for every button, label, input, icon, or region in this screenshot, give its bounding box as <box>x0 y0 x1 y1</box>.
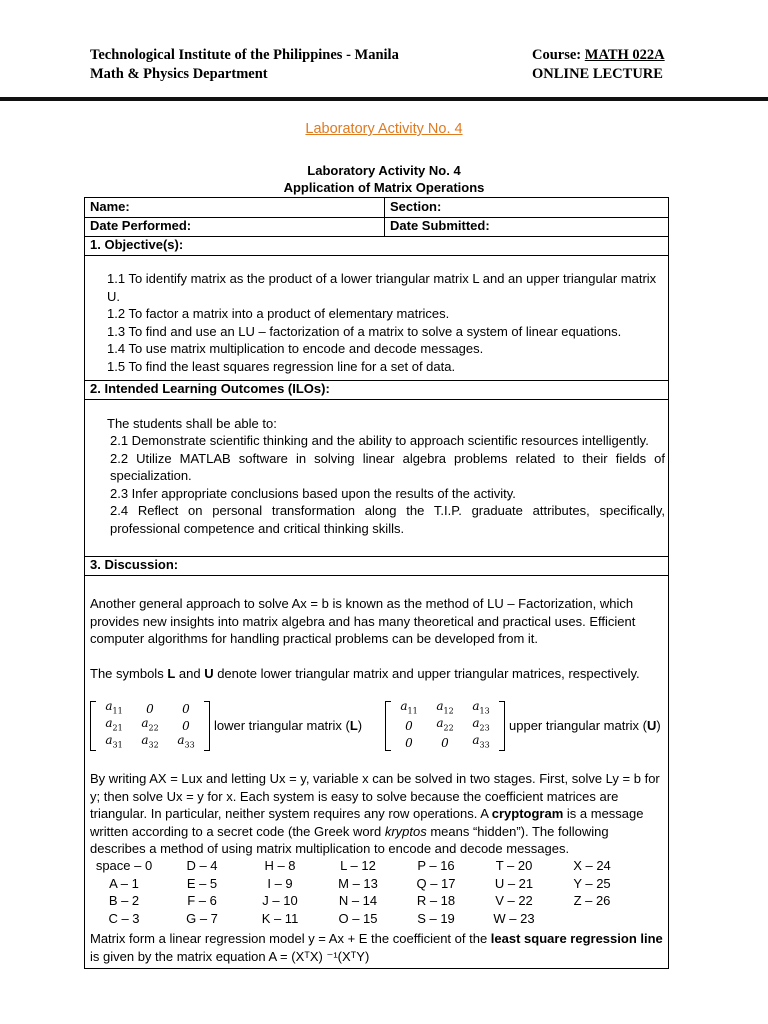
ilo-item: 2.1 Demonstrate scientific thinking and the ability to approach scientific resources intelligently. <box>110 433 649 448</box>
matrix-entry: 0 <box>405 718 413 733</box>
lower-triangular-matrix <box>90 700 210 752</box>
matrix-entry: 0 <box>405 735 413 750</box>
matrix-entry: 0 <box>146 701 154 716</box>
letter-code: O – 15 <box>338 910 378 926</box>
letter-code: Z – 26 <box>573 893 611 908</box>
ilo-item: 2.3 Infer appropriate conclusions based upon the results of the activity. <box>110 485 516 501</box>
letter-code: space – 0 <box>95 858 153 873</box>
ilo-item: 2.2 Utilize MATLAB software in solving linear algebra problems related to their fields of specialization. <box>110 450 665 483</box>
letter-code: U – 21 <box>494 875 534 891</box>
objective-item: 1.4 To use matrix multiplication to encode and decode messages. <box>107 341 484 356</box>
letter-code: R – 18 <box>416 893 456 908</box>
matrix-entry: $a_{32}$ <box>141 733 159 750</box>
letter-code-table <box>85 858 631 928</box>
name-field[interactable]: Name: <box>90 199 130 214</box>
lecture-mode: ONLINE LECTURE <box>532 66 663 82</box>
letter-code: Q – 17 <box>416 875 456 891</box>
matrix-entry: $a_{31}$ <box>105 733 123 750</box>
letter-code: G – 7 <box>186 910 218 926</box>
matrix-entry: $a_{33}$ <box>472 733 490 750</box>
objective-item: 1.2 To factor a matrix into a product of elementary matrices. <box>107 306 450 321</box>
letter-code: I – 9 <box>267 875 293 891</box>
activity-heading <box>0 162 768 196</box>
matrix-entry: $a_{13}$ <box>472 699 490 716</box>
letter-code: V – 22 <box>495 893 533 908</box>
upper-triangular-matrix <box>385 700 505 752</box>
matrix-entry: $a_{22}$ <box>141 716 159 733</box>
date-submitted-field[interactable]: Date Submitted: <box>390 218 490 233</box>
letter-code: E – 5 <box>186 875 218 891</box>
upper-matrix-label: upper triangular matrix (U) <box>509 718 661 733</box>
matrix-entry: 0 <box>182 718 190 733</box>
institute-name: Technological Institute of the Philippines - Manila <box>90 47 399 63</box>
upper-matrix-grid <box>391 701 499 752</box>
header-divider <box>0 97 768 101</box>
matrix-entry: 0 <box>182 701 190 716</box>
course-header <box>532 46 665 84</box>
letter-code: K – 11 <box>261 910 299 926</box>
activity-subtitle: Application of Matrix Operations <box>283 180 485 195</box>
letter-code: L – 12 <box>340 858 376 873</box>
matrix-entry: $a_{22}$ <box>436 716 454 733</box>
discussion-heading: 3. Discussion: <box>90 557 179 572</box>
letter-code: T – 20 <box>495 858 533 873</box>
matrix-entry: $a_{33}$ <box>177 733 195 750</box>
form-row-name <box>85 198 668 218</box>
letter-code: B – 2 <box>108 893 140 908</box>
ilos-heading: 2. Intended Learning Outcomes (ILOs): <box>90 381 330 396</box>
matrix-entry: $a_{23}$ <box>472 716 490 733</box>
objective-item: 1.1 To identify matrix as the product of a lower triangular matrix L and an upper triangular matrix U. <box>107 271 657 304</box>
matrix-entry: $a_{12}$ <box>436 699 454 716</box>
discussion-paragraph-1: Another general approach to solve Ax = b is known as the method of LU – Factorization, which provides new insights into matrix algebra and has many theoretical and practical uses. Efficient computer algorithms for handling practical problems can be developed from it. <box>90 596 636 646</box>
letter-code: Y – 25 <box>573 875 611 891</box>
letter-code: C – 3 <box>108 910 140 926</box>
matrix-entry: 0 <box>441 735 449 750</box>
matrix-bracket-right <box>499 701 505 751</box>
discussion-heading-row <box>85 556 668 576</box>
course-code: MATH 022A <box>584 47 665 63</box>
letter-code: M – 13 <box>338 875 378 891</box>
discussion-body <box>85 575 668 968</box>
letter-code: F – 6 <box>187 893 217 908</box>
department-name: Math & Physics Department <box>90 66 268 82</box>
lower-matrix-label: lower triangular matrix (L) <box>214 718 363 733</box>
letter-code: D – 4 <box>186 858 218 873</box>
activity-title: Laboratory Activity No. 4 <box>307 163 461 178</box>
discussion-paragraph-2: The symbols L and U denote lower triangular matrix and upper triangular matrices, respectively. <box>90 666 640 681</box>
date-performed-field[interactable]: Date Performed: <box>90 218 192 233</box>
ilos-heading-row <box>85 380 668 400</box>
matrix-entry: $a_{11}$ <box>105 699 123 716</box>
letter-code: S – 19 <box>417 910 455 926</box>
ilos-intro: The students shall be able to: <box>107 416 277 431</box>
matrix-entry: $a_{21}$ <box>105 716 123 733</box>
objectives-heading-row <box>85 236 668 256</box>
letter-code: N – 14 <box>338 893 378 908</box>
lab-form-table <box>84 197 669 969</box>
ilo-item: 2.4 Reflect on personal transformation along the T.I.P. graduate attributes, specifically, professional competence and critical thinking skills. <box>110 503 665 536</box>
ilos-list <box>110 432 665 537</box>
letter-code <box>553 911 631 929</box>
objective-item: 1.3 To find and use an LU – factorization of a matrix to solve a system of linear equations. <box>107 323 622 339</box>
discussion-paragraph-4: Matrix form a linear regression model y = Ax + E the coefficient of the least square regression line is given by the matrix equation A = (XᵀX) ⁻¹(XᵀY) <box>90 931 663 964</box>
letter-code: X – 24 <box>573 858 611 873</box>
objectives-list <box>107 270 667 375</box>
lower-matrix-grid <box>96 701 204 752</box>
institution-header <box>90 46 399 84</box>
objectives-body <box>85 255 668 381</box>
course-label: Course: <box>532 47 582 63</box>
page-title[interactable]: Laboratory Activity No. 4 <box>305 121 463 137</box>
form-row-dates <box>85 217 668 237</box>
discussion-paragraph-3: By writing AX = Lux and letting Ux = y, variable x can be solved in two stages. First, solve Ly = b for y; then solve Ux = y for x. Each system is easy to solve because the coefficient matrices are triangular. In particular, neither system requires any row operations. A cryptogram is a message written according to a secret code (the Greek word kryptos means “hidden”). The following describes a method of using matrix multiplication to encode and decode messages. <box>90 771 660 856</box>
letter-code: A – 1 <box>109 875 139 891</box>
objective-item: 1.5 To find the least squares regression line for a set of data. <box>107 358 456 374</box>
objectives-heading: 1. Objective(s): <box>90 237 184 252</box>
letter-code: P – 16 <box>417 858 455 873</box>
section-field[interactable]: Section: <box>390 199 442 214</box>
letter-code: W – 23 <box>493 910 535 926</box>
matrix-entry: $a_{11}$ <box>400 699 418 716</box>
ilos-body <box>85 399 668 557</box>
letter-code: H – 8 <box>264 858 296 873</box>
letter-code: J – 10 <box>262 893 298 908</box>
matrix-bracket-right <box>204 701 210 751</box>
